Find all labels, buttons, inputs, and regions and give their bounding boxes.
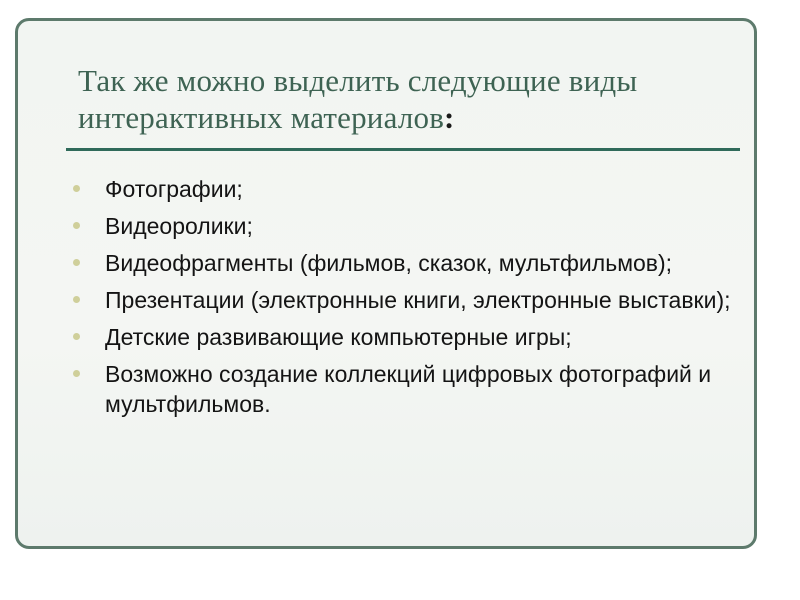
bullet-dot-icon: [73, 185, 80, 192]
title-divider: [66, 148, 740, 151]
bullet-text: Видеоролики;: [105, 213, 253, 239]
bullet-dot-icon: [73, 333, 80, 340]
bullet-text: Возможно создание коллекций цифровых фотографий и мультфильмов.: [105, 361, 712, 417]
bullet-text: Презентации (электронные книги, электронные выставки);: [105, 287, 731, 313]
bullet-item: [72, 211, 732, 241]
bullet-dot-icon: [73, 259, 80, 266]
bullet-dot-icon: [73, 370, 80, 377]
bullet-text: Фотографии;: [105, 176, 243, 202]
bullet-dot-icon: [73, 296, 80, 303]
bullet-dot-icon: [73, 222, 80, 229]
bullet-item: [72, 248, 732, 278]
bullet-item: [72, 174, 732, 204]
bullet-item: [72, 322, 732, 352]
bullet-item: [72, 359, 732, 419]
slide-title-text: Так же можно выделить следующие виды интерактивных материалов: [78, 63, 638, 135]
bullet-text: Детские развивающие компьютерные игры;: [105, 324, 572, 350]
bullet-item: [72, 285, 732, 315]
bullet-list: [72, 174, 732, 426]
slide-title-colon: :: [444, 100, 455, 135]
slide-title: [78, 62, 738, 136]
bullet-text: Видеофрагменты (фильмов, сказок, мультфильмов);: [105, 250, 673, 276]
